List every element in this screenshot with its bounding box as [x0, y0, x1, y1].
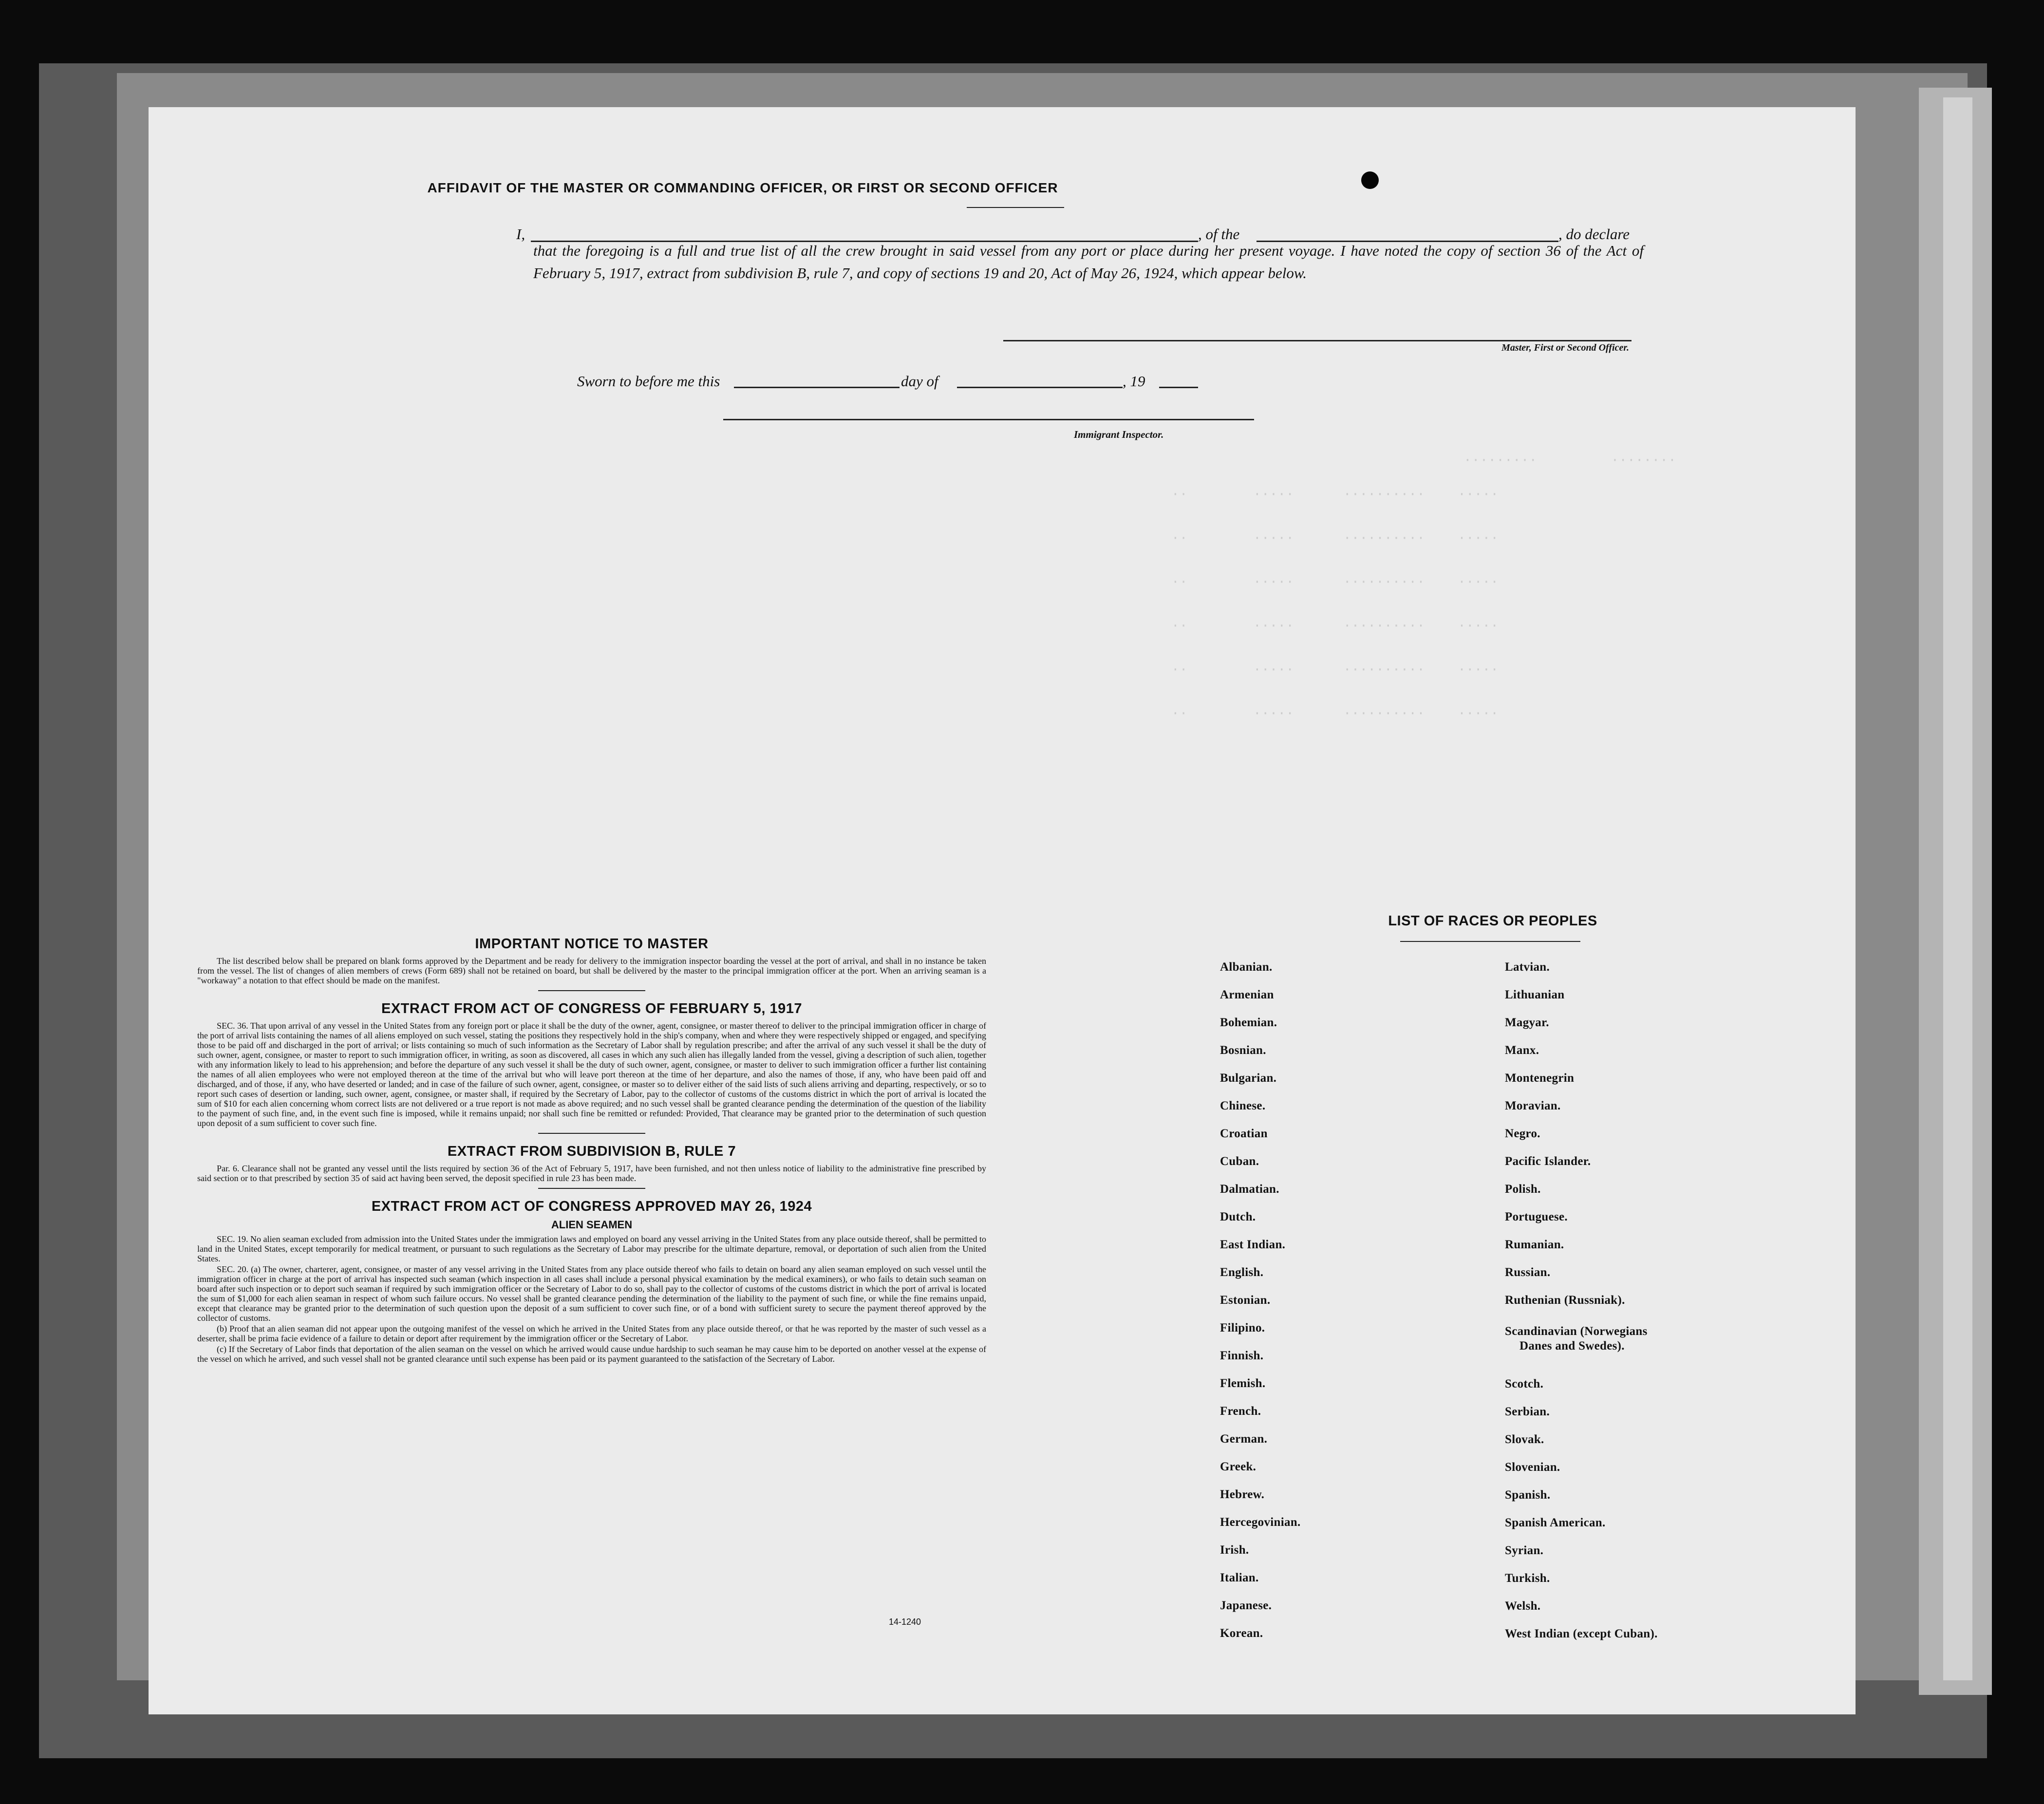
race-item: Serbian. — [1505, 1405, 1550, 1418]
race-item: Spanish American. — [1505, 1516, 1606, 1529]
extract-1917-text: SEC. 36. That upon arrival of any vessel in the United States from any foreign port or place it shall be the duty of the owner, agent, consignee, or master thereof to deliver to the principal immigration officer in charge of the port of arrival lists containing the names of all aliens employed on such vessel, stating the positions they respectively hold in the ship's company, when and where they were respectively shipped or engaged, and specifying those to be paid off and discharged in the port of arrival; or lists containing so much of such information as the Secretary of Labor shall by regulation prescribe; and after the arrival of any such vessel it shall be the duty of such owner, agent, consignee, or master to report to such immigration officer, in writing, as soon as discovered, all cases in which any such alien has illegally landed from the vessel, giving a description of such alien, together with any information likely to lead to his apprehension; and before the departure of any such vessel it shall be the duty of such owner, agent, consignee, or master to deliver to such immigration officer a further list containing the names of all alien employees who were not employed thereon at the time of the arrival but who will leave port thereon at the time of her departure, and also the names of those, if any, who have been paid off and discharged, and of those, if any, who have deserted or landed; and in case of the failure of such owner, agent, consignee, or master so to deliver either of the said lists of such aliens arriving and departing, respectively, or so to report such cases of desertion or landing, such owner, agent, consignee, or master shall, if required by the Secretary of Labor, pay to the collector of customs of the customs district in which the port of arrival is located the sum of $10 for each alien concerning whom correct lists are not delivered or a true report is not made as above required; and no such vessel shall be granted clearance pending the determination of the question of the liability to the payment of such fine, and, in the event such fine is imposed, while it remains unpaid; nor shall such fine be remitted or refunded: Provided, That clearance may be granted prior to the determination of such question upon deposit of a sum sufficient to cover such fine. — [197, 1021, 986, 1128]
declaration-of-the: , of the — [1198, 226, 1240, 243]
race-item: Slovenian. — [1505, 1461, 1560, 1474]
sec19-text: SEC. 19. No alien seaman excluded from admission into the United States under the immigration laws and employed on board any vessel arriving in the United States from any place outside thereof, shall be permitted to land in the United States, except temporarily for medical treatment, or pursuant to such regulations as the Secretary of Labor may prescribe for the ultimate departure, removal, or deportation of such alien from the United States. — [197, 1234, 986, 1263]
show-through-text: ·· ····· ·········· ····· — [1171, 706, 1499, 721]
sec20b-text: (b) Proof that an alien seaman did not appear upon the outgoing manifest of the vessel on which he arrived in the United States from any place outside thereof, or that he was reported by the master of such vessel as a deserter, shall be prima facie evidence of a failure to detain or deport after requirement by the immigration officer or the Secretary of Labor. — [197, 1324, 986, 1343]
sec20a-text: SEC. 20. (a) The owner, charterer, agent, consignee, or master of any vessel arriving in the United States from any place outside thereof who fails to detain on board any alien seaman employed on such vessel until the immigration officer in charge at the port of arrival has inspected such seaman (which inspection in all cases shall include a personal physical examination by the medical examiners), or who fails to detain such seaman on board after such inspection or to deport such seaman if required by such immigration officer or the Secretary of Labor to do so, shall pay to the collector of customs of the customs district in which the port of arrival is located the sum of $1,000 for each alien seaman in respect of whom such failure occurs. No vessel shall be granted clearance pending the determination of the liability to the payment of such fine, or while the fine remains unpaid, except that clearance may be granted prior to the determination of such question upon the deposit of a sum sufficient to cover such fine, or of a bond with sufficient surety to secure the payment thereof approved by the collector of customs. — [197, 1264, 986, 1323]
declaration-i: I, — [516, 226, 525, 243]
race-item: Estonian. — [1220, 1294, 1271, 1307]
race-item: Chinese. — [1220, 1099, 1266, 1112]
race-item: Japanese. — [1220, 1599, 1272, 1612]
race-item: Greek. — [1220, 1460, 1256, 1473]
inspector-caption: Immigrant Inspector. — [1074, 429, 1164, 440]
race-item: Hercegovinian. — [1220, 1516, 1301, 1529]
races-title: LIST OF RACES OR PEOPLES — [1388, 913, 1597, 929]
sworn-month-blank — [957, 387, 1123, 388]
race-item: Moravian. — [1505, 1099, 1561, 1112]
affidavit-title: AFFIDAVIT OF THE MASTER OR COMMANDING OFFICER, OR FIRST OR SECOND OFFICER — [427, 180, 1058, 195]
stacked-pages-edge — [1943, 97, 1972, 1680]
race-item: Montenegrin — [1505, 1071, 1575, 1085]
race-item: Pacific Islander. — [1505, 1155, 1591, 1168]
section-rule — [538, 1188, 645, 1189]
race-item: Turkish. — [1505, 1572, 1550, 1585]
extract-1924-title: EXTRACT FROM ACT OF CONGRESS APPROVED MAY 26, 1924 — [371, 1199, 812, 1214]
race-item: Filipino. — [1220, 1321, 1265, 1334]
race-item: West Indian (except Cuban). — [1505, 1627, 1658, 1640]
race-item: Scotch. — [1505, 1377, 1544, 1391]
declaration-body: that the foregoing is a full and true list of all the crew brought in said vessel from any port or place during her present voyage. I have noted the copy of section 36 of the Act of February 5, 1917, extract from subdivision B, rule 7, and copy of sections 19 and 20, Act of May 26, 1924, which appear below. — [533, 242, 1644, 282]
alien-seamen-subtitle: ALIEN SEAMEN — [551, 1219, 633, 1231]
sworn-year-blank — [1159, 387, 1198, 388]
race-item: Croatian — [1220, 1127, 1268, 1140]
race-item: Polish. — [1505, 1183, 1541, 1196]
race-item: Welsh. — [1505, 1599, 1541, 1613]
document-page — [149, 107, 1856, 1714]
signature-line — [1003, 340, 1631, 341]
race-item: French. — [1220, 1405, 1261, 1418]
show-through-text: ········· ········ — [1463, 453, 1676, 468]
race-item: Lithuanian — [1505, 988, 1565, 1001]
signature-caption: Master, First or Second Officer. — [1501, 342, 1629, 353]
show-through-text: ·· ····· ·········· ····· — [1171, 487, 1499, 502]
race-item: Manx. — [1505, 1044, 1539, 1057]
inspector-signature-line — [723, 419, 1254, 420]
race-item: Negro. — [1505, 1127, 1540, 1140]
form-number: 14-1240 — [889, 1617, 921, 1627]
sec20c-text: (c) If the Secretary of Labor finds that deportation of the alien seaman on the vessel on which he arrived would cause undue hardship to such seaman he may cause him to be deported on another vessel at the expense of the vessel on which he arrived, and such vessel shall not be granted clearance until such expense has been paid or its payment guaranteed to the satisfaction of the Secretary of Labor. — [197, 1344, 986, 1364]
races-title-rule — [1400, 941, 1580, 942]
race-item: Armenian — [1220, 988, 1274, 1001]
race-item: Cuban. — [1220, 1155, 1259, 1168]
race-item: German. — [1220, 1432, 1268, 1446]
show-through-text: ·· ····· ·········· ····· — [1171, 662, 1499, 677]
extract-rule7-text: Par. 6. Clearance shall not be granted any vessel until the lists required by section 36 of the Act of February 5, 1917, have been furnished, and not then unless notice of liability to the administrative fine prescribed by said section or to that prescribed by section 35 of said act having been served, the deposit specified in rule 23 has been made. — [197, 1164, 986, 1183]
race-item: Ruthenian (Russniak). — [1505, 1294, 1625, 1307]
section-rule — [538, 990, 645, 991]
race-item: Bosnian. — [1220, 1044, 1266, 1057]
race-item: Spanish. — [1505, 1488, 1551, 1502]
race-item: Dutch. — [1220, 1210, 1256, 1223]
section-rule — [538, 1133, 645, 1134]
race-item: English. — [1220, 1266, 1264, 1279]
sworn-day-blank — [734, 387, 900, 388]
notice-title: IMPORTANT NOTICE TO MASTER — [475, 936, 709, 952]
race-item: Irish. — [1220, 1543, 1249, 1557]
race-item: Portuguese. — [1505, 1210, 1568, 1223]
race-item: Syrian. — [1505, 1544, 1544, 1557]
sworn-text: Sworn to before me this — [577, 373, 720, 390]
race-item: Bohemian. — [1220, 1016, 1277, 1029]
extract-1917-title: EXTRACT FROM ACT OF CONGRESS OF FEBRUARY 5, 1917 — [381, 1001, 803, 1016]
race-item: Italian. — [1220, 1571, 1259, 1584]
sworn-day-of: day of — [901, 373, 938, 390]
race-item: East Indian. — [1220, 1238, 1286, 1251]
show-through-text: ·· ····· ·········· ····· — [1171, 619, 1499, 634]
legal-notices-column — [197, 930, 986, 1365]
race-item: Magyar. — [1505, 1016, 1549, 1029]
title-rule — [967, 207, 1064, 208]
race-item: Albanian. — [1220, 960, 1273, 974]
race-item: Scandinavian (Norwegians — [1505, 1325, 1648, 1338]
declaration-end: , do declare — [1558, 226, 1630, 243]
race-item: Bulgarian. — [1220, 1071, 1277, 1085]
extract-rule7-title: EXTRACT FROM SUBDIVISION B, RULE 7 — [447, 1144, 736, 1159]
race-item: Hebrew. — [1220, 1488, 1265, 1501]
race-item: Dalmatian. — [1220, 1183, 1279, 1196]
race-item: Korean. — [1220, 1627, 1263, 1640]
race-item: Finnish. — [1220, 1349, 1264, 1362]
binder-hole — [1361, 171, 1379, 189]
sworn-year: , 19 — [1123, 373, 1145, 390]
race-item: Rumanian. — [1505, 1238, 1564, 1251]
race-item: Slovak. — [1505, 1433, 1544, 1446]
race-item: Danes and Swedes). — [1519, 1339, 1625, 1353]
notice-text: The list described below shall be prepared on blank forms approved by the Department and be ready for delivery to the immigration inspector boarding the vessel at the port of arrival, and shall in no instance be taken from the vessel. The list of changes of alien members of crews (Form 689) shall not be retained on board, but shall be delivered by the master to the principal immigration officer at the port. When an arriving seaman is a "workaway" a notation to that effect should be made on the manifest. — [197, 956, 986, 985]
race-item: Russian. — [1505, 1266, 1551, 1279]
show-through-text: ·· ····· ·········· ····· — [1171, 575, 1499, 590]
show-through-text: ·· ····· ·········· ····· — [1171, 531, 1499, 546]
race-item: Latvian. — [1505, 960, 1550, 974]
race-item: Flemish. — [1220, 1377, 1266, 1390]
